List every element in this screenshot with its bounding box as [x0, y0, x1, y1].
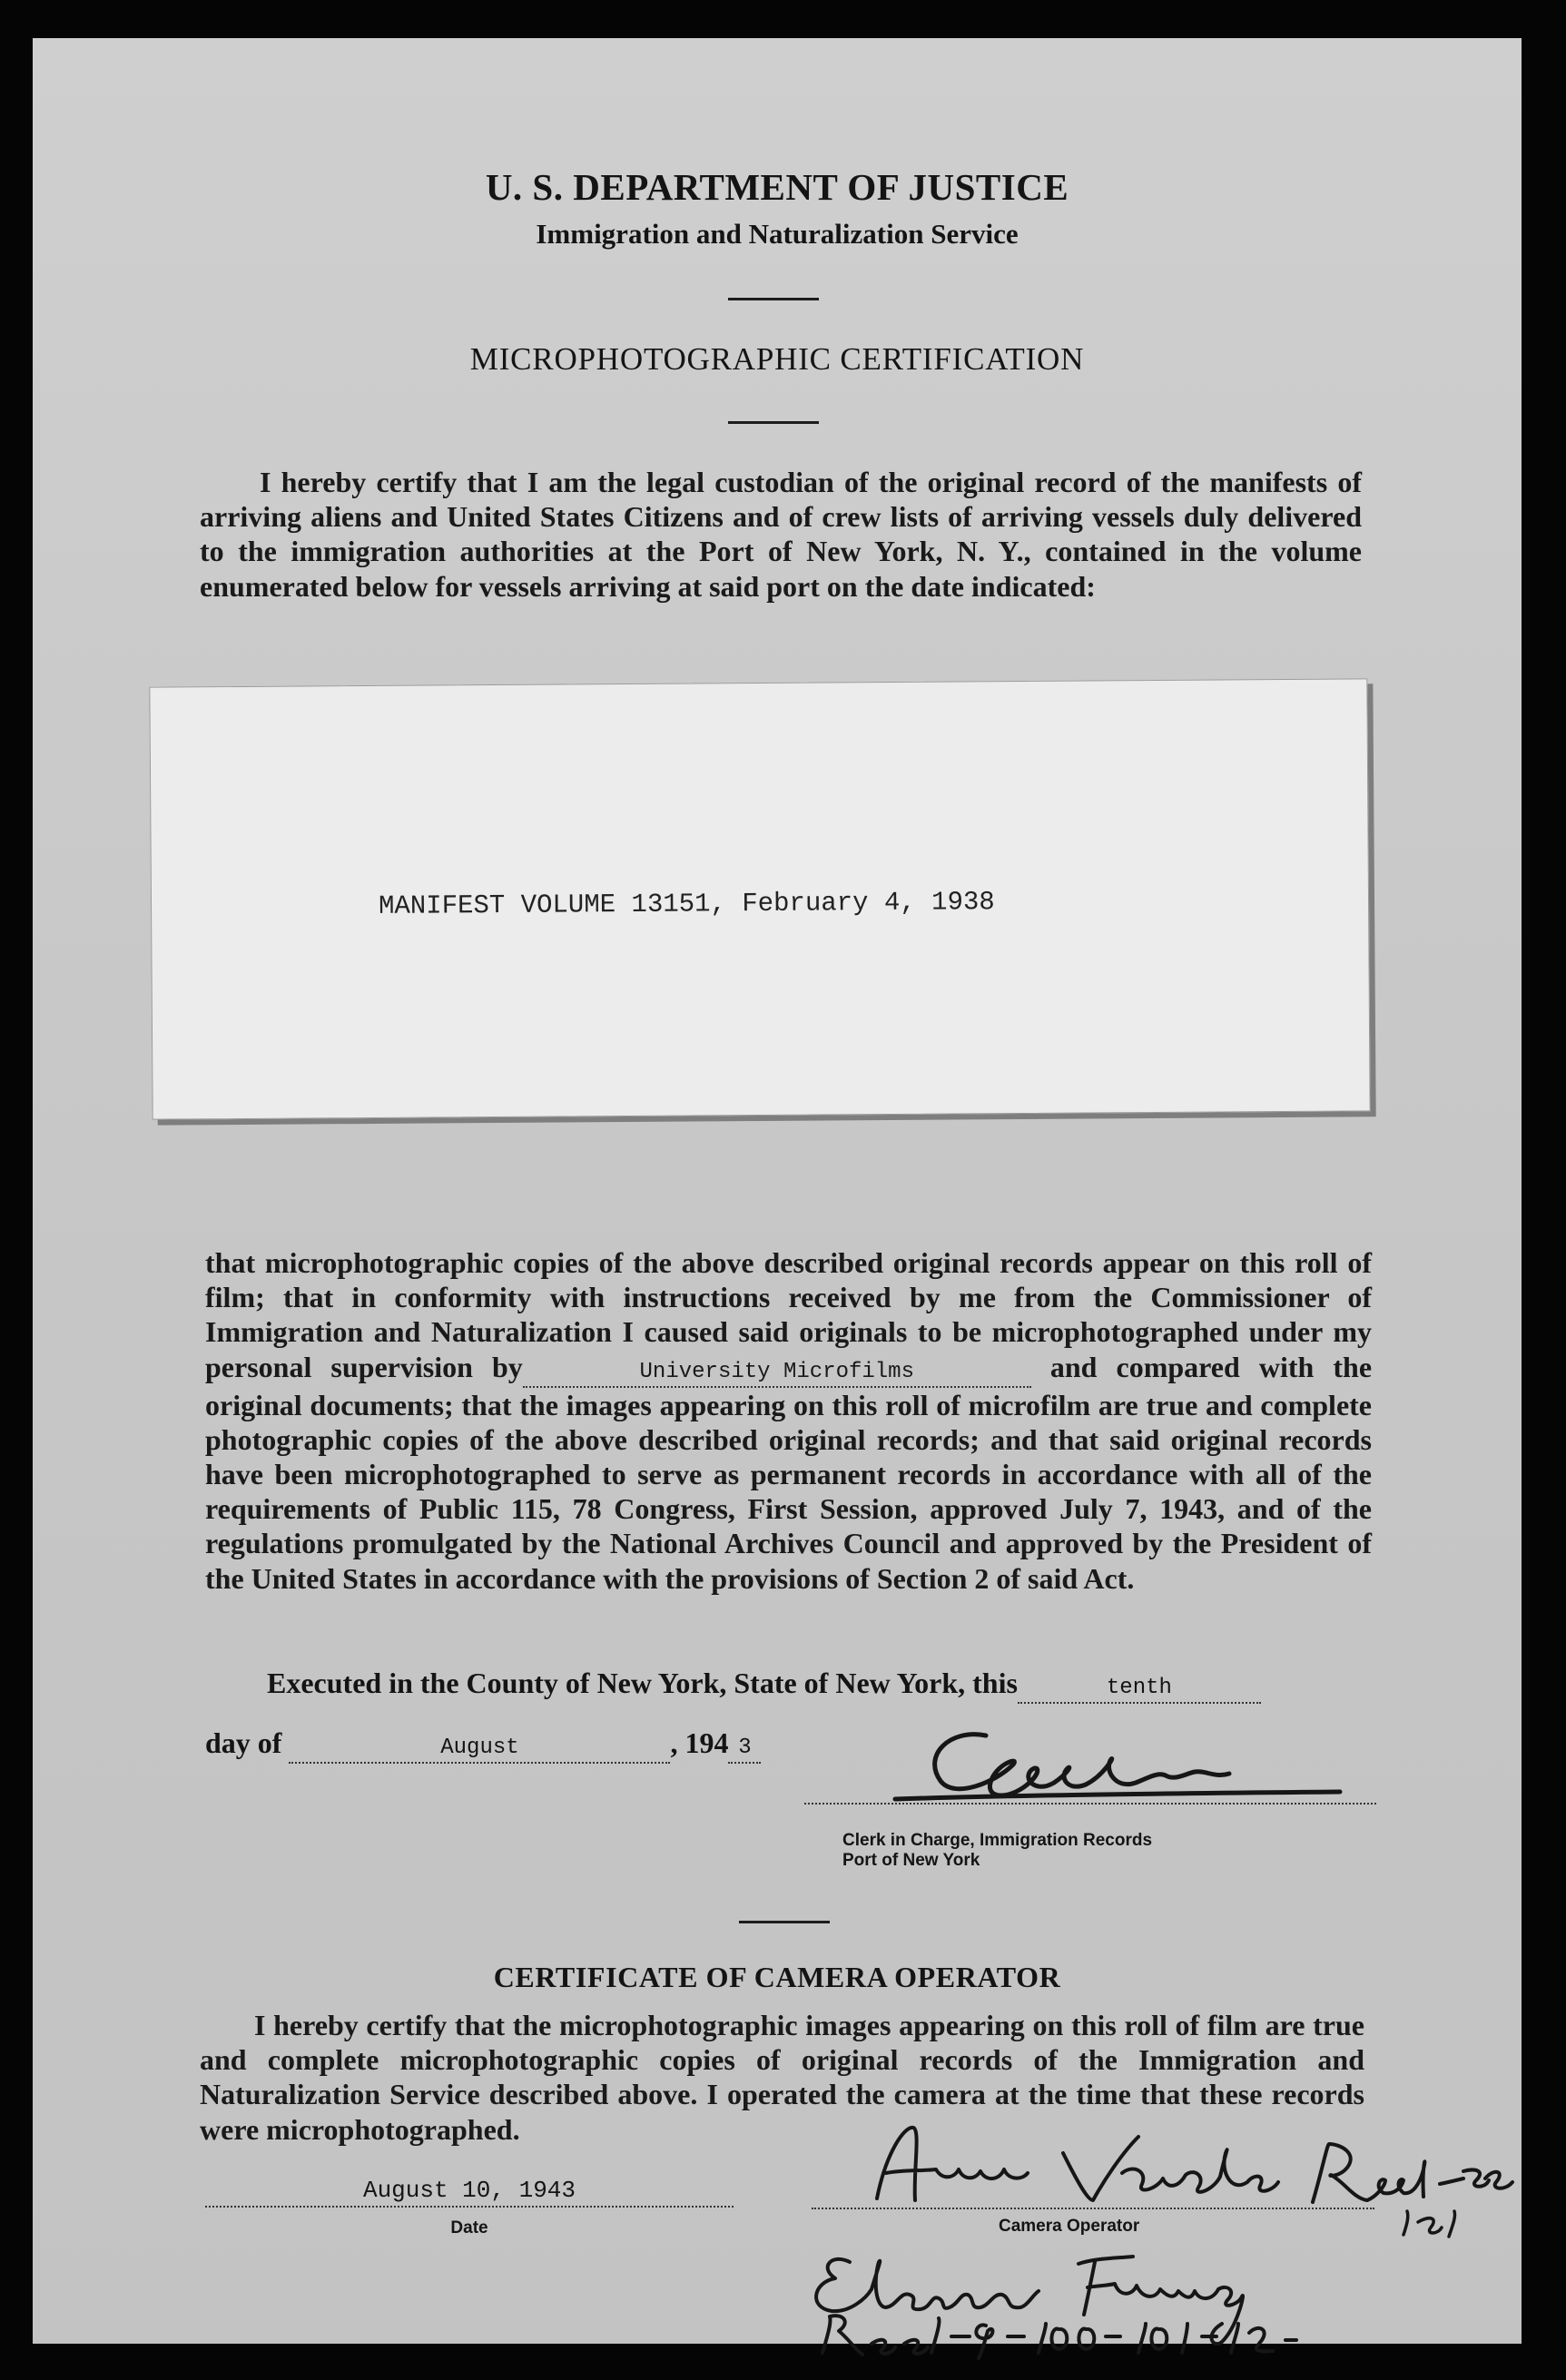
year-digit-field: 3: [728, 1735, 761, 1764]
certification-body: [205, 1245, 1372, 1596]
divider: [728, 298, 819, 300]
certification-body-part2: and compared with the original documents; that the images appearing on this roll of microfilm are true and complete photographic copies of the above described original records; and that said original records have been microphotographed to serve as permanent records in accordance with all of the requirements of Public 115, 78 Congress, First Session, approved July 7, 1943, and of the regulations promulgated by the National Archives Council and approved by the President of the United States in accordance with the provisions of Section 2 of said Act.: [205, 1350, 1373, 1595]
certificate-date-field: August 10, 1943: [205, 2177, 734, 2208]
clerk-title: [842, 1831, 1152, 1871]
custodian-statement: I hereby certify that I am the legal custodian of the original record of the manifests of arriving aliens and United States Citizens and of crew lists of arriving vessels duly delivered to the immigration authorities at the Port of New York, N. Y., contained in the volume enumerated below for vessels arriving at said port on the date indicated:: [200, 466, 1362, 603]
operator-signature-elsinor-fearing: [795, 2235, 1304, 2380]
camera-operator-label: Camera Operator: [999, 2217, 1140, 2236]
camera-operator-statement: I hereby certify that the microphotographic images appearing on this roll of film are true and complete microphotographic copies of original records of the Immigration and Naturalization Service described above. I operated the camera at the time that these records were microphotographed.: [200, 2009, 1364, 2146]
manifest-slip: [149, 678, 1370, 1119]
certification-body-part1: that microphotographic copies of the above described original records appear on this roll of film; that in conformity with instructions received by me from the Commissioner of Immigration and Naturalization I caused said originals to be microphotographed under my personal supervision by: [205, 1246, 1372, 1383]
divider: [728, 421, 819, 424]
clerk-title-line2: Port of New York: [842, 1851, 980, 1870]
date-label: Date: [450, 2218, 488, 2237]
service-subheading: Immigration and Naturalization Service: [536, 218, 1019, 250]
executed-prefix: Executed in the County of New York, State of New York, this: [267, 1667, 1018, 1699]
executed-line: [267, 1667, 1374, 1704]
certification-title: MICROPHOTOGRAPHIC CERTIFICATION: [469, 341, 1085, 377]
day-of-prefix: day of: [205, 1726, 282, 1759]
manifest-volume-label: MANIFEST VOLUME 13151, February 4, 1938: [378, 887, 995, 921]
microfilmer-field: University Microfilms: [523, 1359, 1031, 1388]
clerk-signature-line: [804, 1803, 1376, 1805]
operator-signature-anna-varada: [850, 2117, 1522, 2244]
executed-month-field: August: [289, 1735, 670, 1764]
day-of-line: [205, 1726, 895, 1764]
certificate-sheet: [33, 38, 1522, 2344]
operator-signature-line: [812, 2208, 1374, 2209]
executed-day-field: tenth: [1018, 1675, 1261, 1704]
divider: [739, 1921, 830, 1923]
clerk-signature: [877, 1728, 1349, 1819]
camera-operator-title: CERTIFICATE OF CAMERA OPERATOR: [493, 1961, 1061, 1993]
year-prefix: , 194: [670, 1726, 729, 1759]
clerk-title-line1: Clerk in Charge, Immigration Records: [842, 1831, 1153, 1850]
department-heading: U. S. DEPARTMENT OF JUSTICE: [485, 166, 1069, 208]
